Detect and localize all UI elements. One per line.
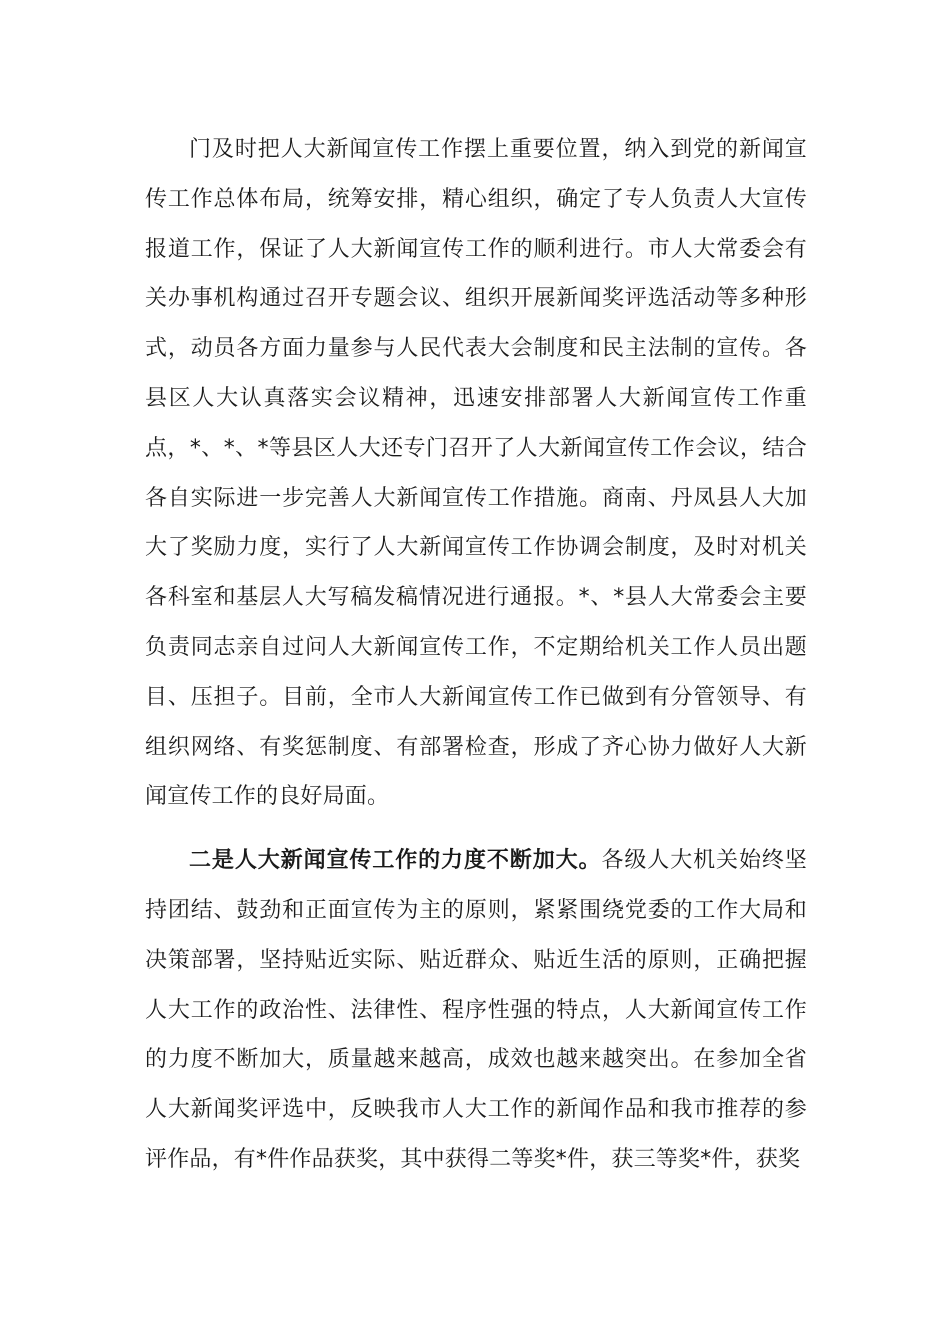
paragraph-2-text: 各级人大机关始终坚持团结、鼓劲和正面宣传为主的原则，紧紧围绕党委的工作大局和决策部署，坚持贴近实际、贴近群众、贴近生活的原则，正确把握人大工作的政治性、法律性、程序性强的特点，人大新闻宣传工作的力度不断加大，质量越来越高，成效也越来越突出。在参加全省人大新闻奖评选中，反映我市人大工作的新闻作品和我市推荐的参评作品，有*件作品获奖，其中获得二等奖*件，获三等奖*件，获奖: [145, 848, 807, 1172]
paragraph-2-lead: 二是人大新闻宣传工作的力度不断加大。: [189, 848, 602, 874]
document-body: [145, 125, 807, 1185]
paragraph-2: [145, 836, 807, 1185]
paragraph-1: [145, 125, 807, 822]
paragraph-1-text: 门及时把人大新闻宣传工作摆上重要位置，纳入到党的新闻宣传工作总体布局，统筹安排，精心组织，确定了专人负责人大宣传报道工作，保证了人大新闻宣传工作的顺利进行。市人大常委会有关办事机构通过召开专题会议、组织开展新闻奖评选活动等多种形式，动员各方面力量参与人民代表大会制度和民主法制的宣传。各县区人大认真落实会议精神，迅速安排部署人大新闻宣传工作重点，*、*、*等县区人大还专门召开了人大新闻宣传工作会议，结合各自实际进一步完善人大新闻宣传工作措施。商南、丹凤县人大加大了奖励力度，实行了人大新闻宣传工作协调会制度，及时对机关各科室和基层人大写稿发稿情况进行通报。*、*县人大常委会主要负责同志亲自过问人大新闻宣传工作，不定期给机关工作人员出题目、压担子。目前，全市人大新闻宣传工作已做到有分管领导、有组织网络、有奖惩制度、有部署检查，形成了齐心协力做好人大新闻宣传工作的良好局面。: [145, 137, 807, 810]
